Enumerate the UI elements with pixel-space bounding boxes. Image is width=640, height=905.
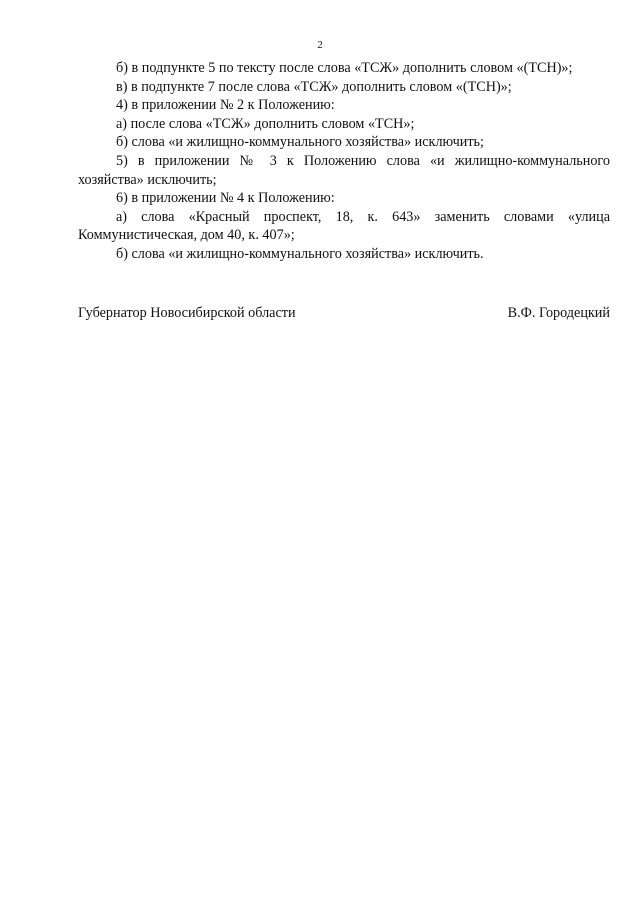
signature-block <box>78 304 610 323</box>
paragraph-item-5-appendix-3: 5) в приложении № 3 к Положению слова «и жилищно-коммунального хозяйства» исключить; <box>78 152 610 188</box>
paragraph-item-v-subitem-7: в) в подпункте 7 после слова «ТСЖ» дополнить словом «(ТСН)»; <box>116 78 512 95</box>
paragraph-item-4-appendix-2: 4) в приложении № 2 к Положению: <box>116 97 335 114</box>
paragraph-item-6b: б) слова «и жилищно-коммунального хозяйства» исключить. <box>116 245 484 262</box>
paragraph-item-6-appendix-4: 6) в приложении № 4 к Положению: <box>116 190 335 207</box>
document-body <box>78 59 610 264</box>
paragraph-item-4b: б) слова «и жилищно-коммунального хозяйства» исключить; <box>116 134 484 151</box>
signatory-position: Губернатор Новосибирской области <box>78 305 296 321</box>
paragraph-item-4a: а) после слова «ТСЖ» дополнить словом «ТСН»; <box>116 115 415 132</box>
signatory-name: В.Ф. Городецкий <box>507 305 610 321</box>
paragraph-item-6a: а) слова «Красный проспект, 18, к. 643» заменить словами «улица Коммунистическая, дом 40, к. 407»; <box>78 208 610 244</box>
paragraph-item-b-subitem-5: б) в подпункте 5 по тексту после слова «ТСЖ» дополнить словом «(ТСН)»; <box>116 60 573 76</box>
page-number: 2 <box>317 39 323 51</box>
